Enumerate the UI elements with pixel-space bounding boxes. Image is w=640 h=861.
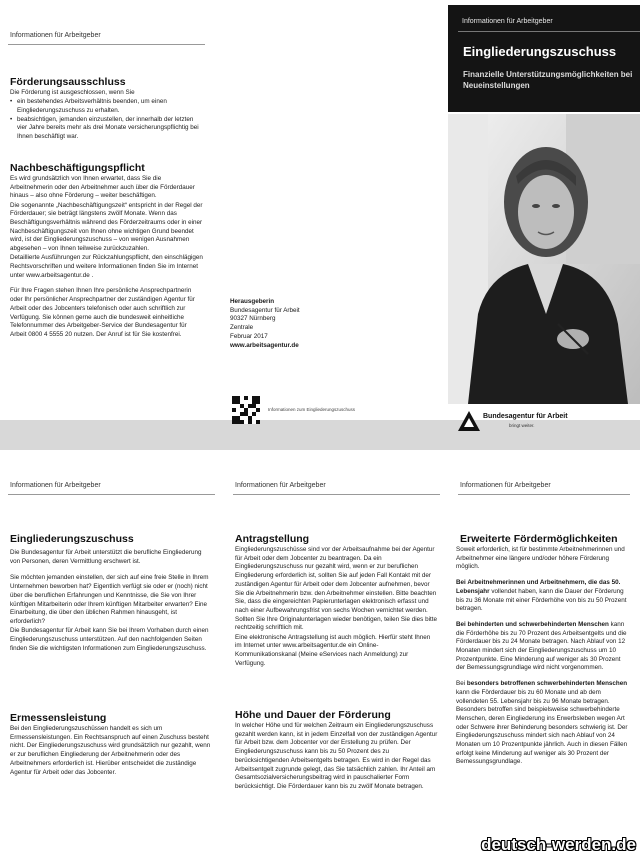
section-title-foerderungsausschluss: Förderungsausschluss — [10, 76, 126, 88]
paragraph: Bei den Eingliederungszuschüssen handelt es sich um Ermessensleistungen. Ein Rechtsanspruch auf einen Zuschuss besteht nicht. Der Eingliederungszuschuss wird grundsätzlich nur gezahlt, wenn er zur beruflichen Eingliederung der Arbeitnehmerin oder des Arbeitnehmers erforderlich ist. Hierüber entscheidet die zuständige Agentur für Arbeit oder das Jobcenter. — [10, 725, 211, 776]
brochure-outer-side — [0, 0, 640, 428]
header-divider — [8, 44, 205, 45]
panel-inner-middle — [225, 450, 450, 861]
bullet-list — [10, 98, 203, 142]
bullet-item: • ein bestehendes Arbeitsverhältnis beenden, um einen Eingliederungszuschuss zu erhalten. — [10, 98, 203, 115]
paragraph-behinderte — [456, 621, 628, 673]
paragraph-text: kann die Förderdauer bis zu 60 Monate und ab dem vollendeten 55. Lebensjahr bis zu 96 Monate betragen. Besonders betroffen sind beispielsweise schwerbehinderte Menschen, deren Eingliederung ins Erwerbsleben wegen Art oder Schwere ihrer Behinderung besonders schwierig ist. Der Eingliederungszuschuss mindert sich nach Ablauf von 24 Monaten um 10 Prozentpunkte jährlich. Auch in diesen Fällen erfolgt keine Minderung auf weniger als 30 Prozent der Bemessungsgrundlage. — [456, 688, 628, 766]
section-title-hoehe-dauer: Höhe und Dauer der Förderung — [235, 709, 391, 721]
paragraph: Soweit erforderlich, ist für bestimmte Arbeitnehmerinnen und Arbeitnehmer eine längere und/oder höhere Förderung möglich. — [456, 546, 625, 571]
header-label: Informationen für Arbeitgeber — [460, 482, 551, 489]
paragraph-schwerbehinderte — [456, 680, 628, 767]
paragraph: Eingliederungszuschüsse sind vor der Arbeitsaufnahme bei der Agentur für Arbeit oder dem Jobcenter zu beantragen. Da ein Eingliederungszuschuss nur gezahlt wird, wenn er zur beruflichen Eingliederung erforderlich ist, sollten Sie auf jeden Fall Kontakt mit der zuständigen Agentur für Arbeit oder dem Jobcenter aufnehmen, bevor Sie die Arbeitnehmerin bzw. den Arbeitnehmer einstellen. Bitte beachten Sie, dass die eingereichten Papierunterlagen elektronisch erfasst und nach einer Aufbewahrungsfrist von sechs Wochen vernichtet werden. Sollten Sie Ihre Originalunterlagen wieder benötigen, teilen Sie dies bitte rechtzeitig schriftlich mit. — [235, 546, 437, 632]
header-label: Informationen für Arbeitgeber — [10, 482, 101, 489]
paragraph: Sie möchten jemanden einstellen, der sich auf eine freie Stelle in Ihrem Unternehmen beworben hat? Eigentlich verfügt sie oder er (noch) nicht über die beruflichen Erfahrungen und Kenntnisse, die Sie von Ihrer künftigen Mitarbeiterin oder Ihrem künftigen Mitarbeiter erwarten? Eine Einarbeitung, die über den üblichen Rahmen hinausgeht, ist erforderlich? — [10, 574, 209, 625]
header-divider — [8, 494, 215, 495]
header-divider — [233, 494, 440, 495]
header-label: Informationen für Arbeitgeber — [235, 482, 326, 489]
paragraph: Die Bundesagentur für Arbeit kann Sie bei Ihrem Vorhaben durch einen Eingliederungszuschuss unterstützen. Auf den nachfolgenden Seiten finden Sie die wichtigsten Informationen zum Eingliederungszuschuss. — [10, 627, 209, 652]
imprint-block — [230, 298, 300, 350]
paragraph-50plus — [456, 579, 628, 614]
paragraph: Detaillierte Ausführungen zur Rückzahlungspflicht, den einschlägigen Rechtsvorschriften und weitere Informationen finden Sie im Internet unter www.arbeitsagentur.de . — [10, 254, 203, 279]
panel-imprint — [215, 0, 445, 420]
section-title-eingliederungszuschuss: Eingliederungszuschuss — [10, 533, 134, 545]
section-title-erweiterte-foerdermoeglichkeiten: Erweiterte Fördermöglichkeiten — [460, 533, 618, 545]
cover-subtitle: Finanzielle Unterstützungsmöglichkeiten bei Neueinstellungen — [463, 70, 633, 90]
section-body-nachbeschaeftigungspflicht — [10, 175, 203, 340]
ba-logo-icon — [458, 411, 480, 431]
section-body-eingliederungszuschuss — [10, 549, 213, 654]
paragraph: In welcher Höhe und für welchen Zeitraum ein Eingliederungszuschuss gezahlt werden kann, ist in jedem Einzelfall von der zuständigen Agentur für Arbeit bzw. dem Jobcenter vor der Erstellung zu prüfen. Der Eingliederungszuschuss kann bis zu 50 Prozent des zu berücksichtigenden Arbeitsentgelts betragen. Es wird in der Regel das Arbeitsentgelt zugrunde gelegt, das Sie tatsächlich zahlen. Ihr Anteil am Gesamtsozialversicherungsbeitrag wird in pauschalierter Form berücksichtigt. Die Förderdauer kann bis zu zwölf Monate betragen. — [235, 722, 438, 790]
section-title-ermessensleistung: Ermessensleistung — [10, 712, 107, 724]
section-body-foerderungsausschluss — [10, 89, 203, 142]
paragraph: Die Bundesagentur für Arbeit unterstützt die berufliche Eingliederung von Personen, deren Vermittlung erschwert ist. — [10, 549, 202, 565]
panel-inner-right — [450, 450, 640, 861]
bold-lead: Bei behinderten und schwerbehinderten Menschen — [456, 620, 609, 628]
imprint-line: Februar 2017 — [230, 332, 268, 340]
header-label: Informationen für Arbeitgeber — [10, 32, 101, 39]
cover-header-label: Informationen für Arbeitgeber — [462, 18, 553, 25]
imprint-url[interactable]: www.arbeitsagentur.de — [230, 341, 299, 349]
header-divider — [458, 494, 630, 495]
section-body-erweiterte-foerdermoeglichkeiten — [456, 546, 628, 768]
qr-caption: Informationen zum Eingliederungszuschuss — [268, 407, 356, 412]
cover-title: Eingliederungszuschuss — [463, 44, 617, 59]
paragraph-text: kann die Förderhöhe bis zu 70 Prozent des Arbeitsentgelts und die Förderdauer bis zu 24 Monate betragen. Nach Ablauf von 12 Monaten mindert sich der Eingliederungszuschuss um 10 Prozentpunkte. Eine Minderung auf weniger als 30 Prozent der Bemessungsgrundlage wird nicht vorgenommen. — [456, 620, 627, 672]
panel-inner-left — [0, 450, 225, 861]
brochure-inner-side — [0, 450, 640, 861]
panel-back-left — [0, 0, 215, 420]
imprint-line: Bundesagentur für Arbeit — [230, 306, 300, 314]
cover-divider — [458, 31, 640, 32]
qr-code-icon — [232, 396, 260, 424]
section-body-antragstellung — [235, 546, 438, 669]
section-title-antragstellung: Antragstellung — [235, 533, 310, 545]
paragraph: Eine elektronische Antragstellung ist auch möglich. Hierfür steht Ihnen im Internet unter www.arbeitsagentur.de ein Online-Kommunikationskanal (Meine eServices nach Anmeldung) zur Verfügung. — [235, 633, 431, 667]
paragraph: Die Förderung ist ausgeschlossen, wenn Sie — [10, 89, 135, 96]
brand-tagline: bringt weiter. — [509, 423, 535, 428]
paragraph: Die sogenannte „Nachbeschäftigungszeit“ entspricht in der Regel der Förderdauer; sie beträgt längstens zwölf Monate. Wenn das Beschäftigungsverhältnis während des Förderzeitraums oder in einer Nachbeschäftigungszeit von Ihnen ohne wichtigen Grund beendet wird, ist der Eingliederungszuschuss – von wenigen Ausnahmen abgesehen – von Ihnen teilweise zurückzuzahlen. — [10, 201, 203, 253]
bold-lead: besonders betroffenen schwerbehinderten Menschen — [466, 680, 628, 688]
imprint-label: Herausgeberin — [230, 298, 275, 305]
paragraph: Es wird grundsätzlich von Ihnen erwartet, dass Sie die Arbeitnehmerin oder den Arbeitnehmer auch über die Förderdauer hinaus – also ohne Förderung – weiter beschäftigen. — [10, 175, 195, 200]
paragraph-text: vollendet haben, kann die Dauer der Förderung bis zu 36 Monate mit einer Förderhöhe von bis zu 50 Prozent betragen. — [456, 587, 627, 613]
imprint-line: Zentrale — [230, 324, 254, 332]
section-body-ermessensleistung — [10, 725, 213, 778]
cover-photo-woman — [448, 114, 640, 404]
bullet-item: • beabsichtigen, jemanden einzustellen, der innerhalb der letzten vier Jahre bereits mehr als drei Monate versicherungspflichtig bei Ihnen beschäftigt war. — [10, 116, 203, 142]
watermark-text: deutsch-werden.de — [481, 835, 636, 854]
section-title-nachbeschaeftigungspflicht: Nachbeschäftigungspflicht — [10, 162, 145, 174]
imprint-line: 90327 Nürnberg — [230, 315, 276, 323]
paragraph-text: Bei — [456, 680, 467, 688]
paragraph: Für Ihre Fragen stehen Ihnen Ihre persönliche Ansprechpartnerin oder Ihr persönlicher Ansprechpartner der zuständigen Agentur für Arbeit oder des Jobcenters telefonisch oder auch schriftlich zur Verfügung. Sie können gerne auch die bundesweit einheitliche Telefonnummer des Arbeitgeber-Service der Bundesagentur für Arbeit 0800 4 5555 20 nutzen. Der Anruf ist für Sie kostenfrei. — [10, 287, 195, 338]
section-body-hoehe-dauer — [235, 722, 438, 792]
bold-lead: Bei Arbeitnehmerinnen und Arbeitnehmern, die das 50. Lebensjahr — [456, 579, 621, 595]
brand-name: Bundesagentur für Arbeit — [483, 413, 568, 420]
